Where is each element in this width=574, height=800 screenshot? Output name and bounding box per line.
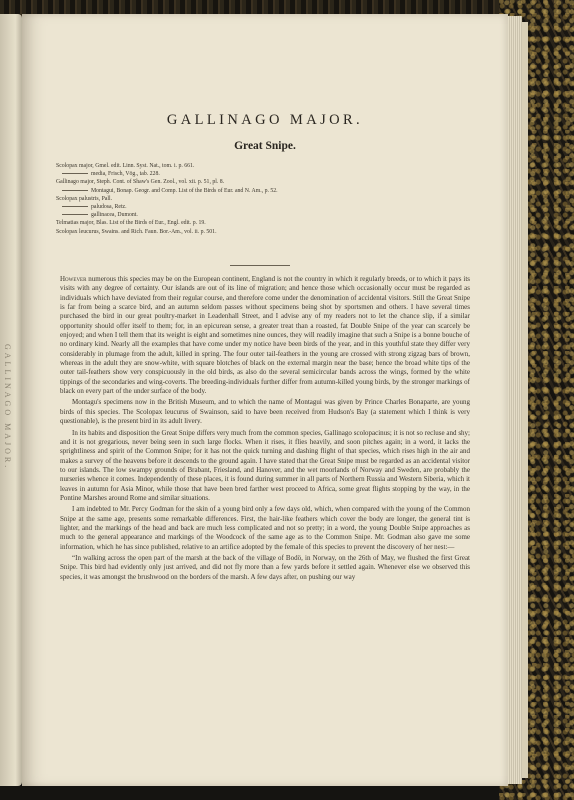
paragraph-1-lead: However: [60, 275, 87, 283]
synonym-entry: [56, 178, 476, 186]
synonym-text: Scolopax palustris, Pall.: [56, 195, 113, 202]
synonym-text: media, Frisch, Vög., tab. 228.: [91, 171, 160, 178]
synonym-entry: [56, 211, 476, 219]
synonym-entry: [56, 228, 476, 236]
paragraph-3: In its habits and disposition the Great Snipe differs very much from the common species, Gallinago scolopacinus; it is not so recluse and shy; and it is not gregarious, never being seen in such large flocks. When it rises, it flies heavily, and soon pitches again; in a word, it lacks the sprightliness and spirit of the Common Snipe; for it has not the quick turning and dashing flight of that species, which rises high in the air and makes a survey of the heavens before it descends to the ground again. I have stated that the Great Snipe must be regarded as an accidental visitor to our islands. The low swampy grounds of Brabant, Friesland, and Hanover, and the wet moorlands of Norway and Sweden, are probably the nurseries whence it comes. Independently of these places, it is found during summer in all parts of Northern Russia and Western Siberia, which it leaves in autumn for Asia Minor, while those that have been bred farther west proceed to Africa, some great flights stopping by the way, in the Pontine Marshes around Rome and similar situations.: [60, 428, 470, 502]
paragraph-5: “In walking across the open part of the marsh at the back of the village of Bodö, in Norway, on the 26th of May, we flushed the first Great Snipe. This bird had evidently only just arrived, and did not fly more than a few yards before it settled again. Whenever else we observed this species, it was amongst the brushwood on the borders of the marsh. A few days after, on pushing our way: [60, 553, 470, 581]
ditto-dash: [62, 173, 88, 174]
synonym-text: Gallinago major, Steph. Cont. of Shaw's Gen. Zool., vol. xii. p. 51, pl. 8.: [56, 179, 225, 186]
body-text: [60, 275, 470, 584]
paragraph-1-text: numerous this species may be on the European continent, England is not the country in which it regularly breeds, or to which it pays its visits with any degree of certainty. Our islands are out of its line of migration; and hence those which occasionally occur must be regarded as individuals which have deviated from their regular course, and therefore come under the denomination of accidental visitors. Still the Great Snipe is far from being a scarce bird, and an autumn seldom passes without specimens being shot by sportsmen and others. I have several times purchased the bird in our great poultry-market in Leadenhall Street, and I advise any of my readers not to let the chance slip, if a similar opportunity should offer itself to them; for, in an epicurean sense, a greater treat than a roasted, fat Double Snipe of the year can scarcely be enjoyed; and when I tell them that its weight is eight and sometimes nine ounces, they will readily imagine that such a Snipe is a bonne bouche of no ordinary kind. Nearly all the examples that have come under my notice have been birds of the year, and in this youthful state they differ very considerably in plumage from the adult, killed in spring. The four outer tail-feathers in the young are crossed with strong zigzag bars of brown, whereas in the adult they are snow-white, with square blotches of black on the external margin near the base; hence the broad white tips of the outer tail-feathers show very conspicuously in the old birds, as also do the several semicircular bands across the wings, formed by the white tippings of the secondaries and wing-coverts. The breeding-individuals further differ from autumn-killed young birds, by the stronger markings of black on every part of the under surface of the body.: [60, 275, 470, 396]
ditto-dash: [62, 214, 88, 215]
synonymy-list: [56, 162, 476, 236]
page-title: GALLINAGO MAJOR.: [166, 112, 364, 128]
synonym-entry: [56, 203, 476, 211]
left-page-running-title: GALLINAGO MAJOR.: [3, 344, 12, 471]
ditto-dash: [62, 206, 88, 207]
synonym-entry: [56, 162, 476, 170]
page-subtitle: Great Snipe.: [234, 140, 296, 152]
synonym-text: gallinacea, Dumont.: [91, 212, 138, 219]
section-divider: [230, 265, 290, 266]
synonym-text: Montagui, Bonap. Geogr. and Comp. List of the Birds of Eur. and N. Am., p. 52.: [91, 187, 278, 194]
page-block-edges: [508, 16, 522, 784]
paragraph-4: I am indebted to Mr. Percy Godman for the skin of a young bird only a few days old, which, when compared with the young of the Common Snipe at the same age, presents some remarkable differences. First, the hair-like feathers which cover the body are longer, the general tint is lighter, and the markings of the head and back are much less complicated and not so pretty; in a word, the young Double Snipe approaches as much to the general appearance and markings of the Woodcock of the same age as to the Common Snipe. Mr. Godman also gave me some information, which he has since published, relative to an artifice adopted by the female of this species to prevent the discovery of her nest:—: [60, 505, 470, 551]
synonym-text: Scolopax leucurus, Swains. and Rich. Faun. Bor.-Am., vol. ii. p. 501.: [56, 228, 217, 235]
synonym-text: Scolopax major, Gmel. edit. Linn. Syst. Nat., tom. i. p. 661.: [56, 163, 195, 169]
synonym-entry: [56, 195, 476, 203]
paragraph-1: [60, 275, 470, 396]
synonym-entry: [56, 170, 476, 178]
paragraph-2: Montagu's specimens now in the British Museum, and to which the name of Montagui was given by Prince Charles Bonaparte, are young birds of this species. The Scolopax leucurus of Swainson, said to have been received from Hudson's Bay (a statement which I think is very questionable), is the present bird in its adult livery.: [60, 398, 470, 426]
synonym-entry: [56, 187, 476, 195]
left-page-edge: [0, 14, 22, 786]
synonym-entry: [56, 219, 476, 227]
ditto-dash: [62, 190, 88, 191]
cover-board-edge: [522, 22, 528, 778]
synonym-text: paludosa, Retz.: [91, 204, 127, 211]
synonym-text: Telmatias major, Blas. List of the Birds of Eur., Engl. edit. p. 19.: [56, 220, 206, 227]
